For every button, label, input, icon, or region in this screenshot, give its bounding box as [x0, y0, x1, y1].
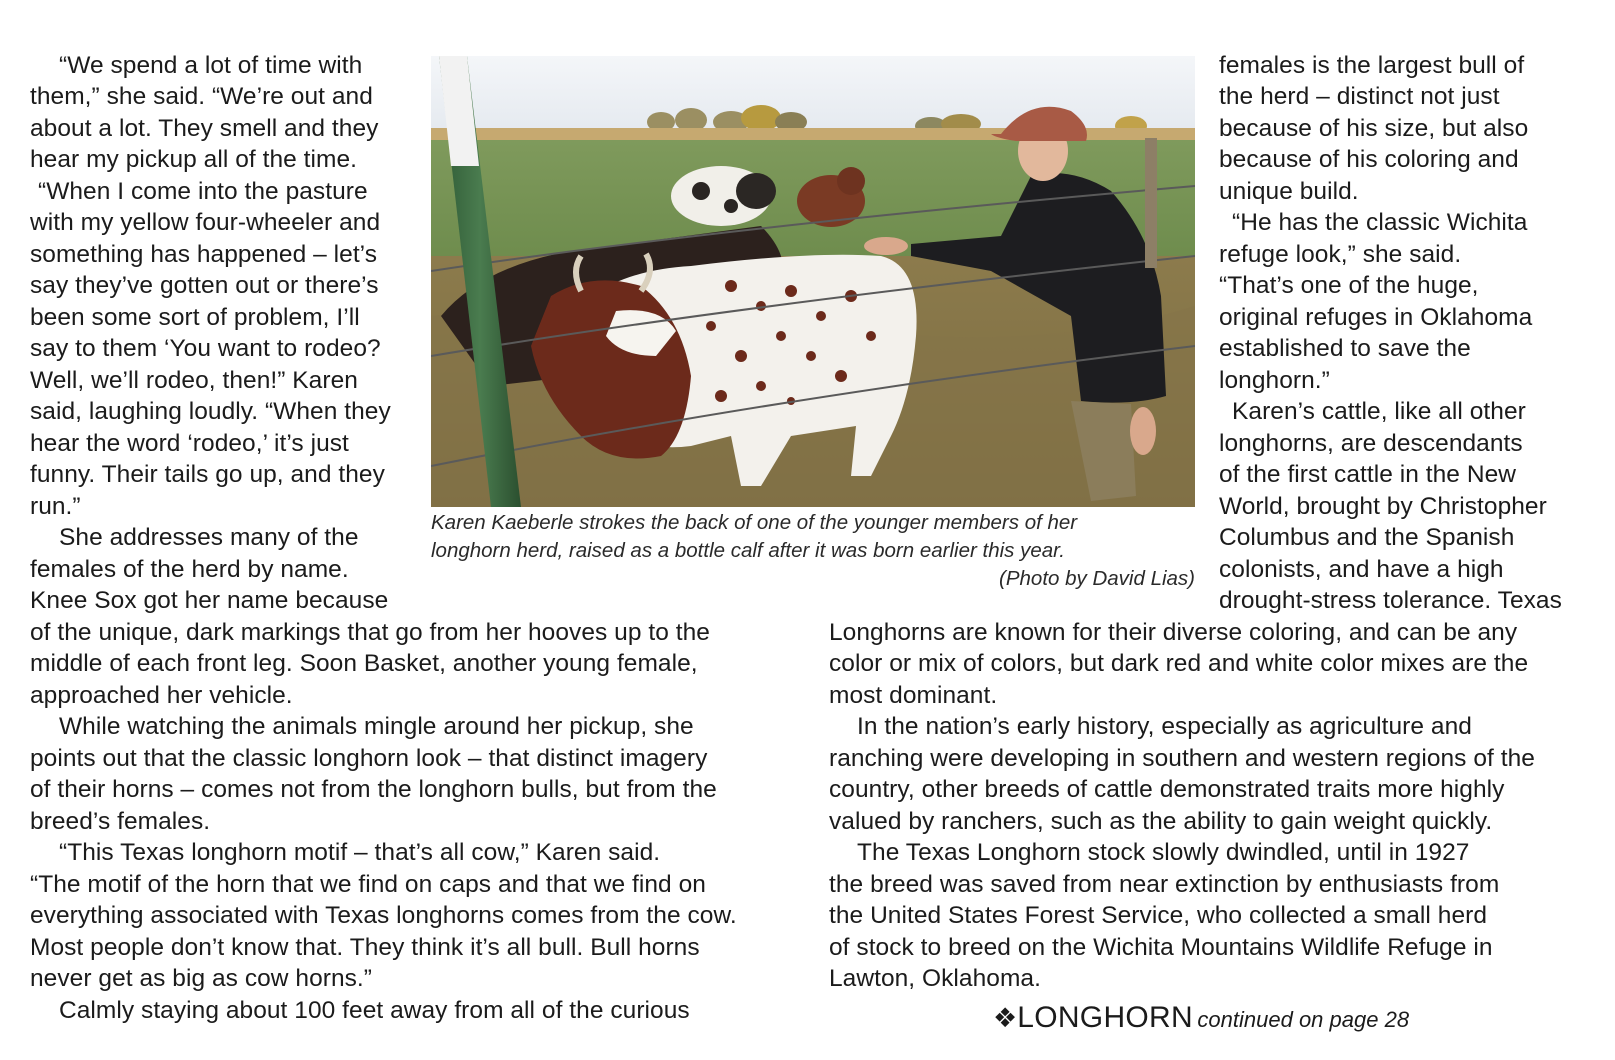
- text-line: longhorns, are descendants: [1219, 430, 1523, 457]
- text-line: females is the largest bull of: [1219, 52, 1525, 79]
- text-line: most dominant.: [829, 682, 998, 709]
- text-line: funny. Their tails go up, and they: [30, 461, 385, 488]
- text-line: hear the word ‘rodeo,’ it’s just: [30, 430, 349, 457]
- text-line: While watching the animals mingle around her pickup, she: [59, 713, 694, 740]
- photo-caption-line: longhorn herd, raised as a bottle calf after it was born earlier this year.: [431, 539, 1065, 562]
- text-line: approached her vehicle.: [30, 682, 293, 709]
- text-line: “The motif of the horn that we find on caps and that we find on: [30, 871, 706, 898]
- text-line: unique build.: [1219, 178, 1359, 205]
- text-line: original refuges in Oklahoma: [1219, 304, 1533, 331]
- text-line: females of the herd by name.: [30, 556, 349, 583]
- continued-on-page-link[interactable]: [993, 1001, 1409, 1035]
- text-line: “We spend a lot of time with: [59, 52, 363, 79]
- text-line: of the first cattle in the New: [1219, 461, 1516, 488]
- text-line: them,” she said. “We’re out and: [30, 83, 373, 110]
- text-line: valued by ranchers, such as the ability to gain weight quickly.: [829, 808, 1493, 835]
- text-line: the United States Forest Service, who collected a small herd: [829, 902, 1488, 929]
- text-line: with my yellow four-wheeler and: [30, 209, 381, 236]
- text-line: The Texas Longhorn stock slowly dwindled, until in 1927: [857, 839, 1470, 866]
- text-line: country, other breeds of cattle demonstrated traits more highly: [829, 776, 1505, 803]
- continuation-keyword: LONGHORN: [1017, 1001, 1193, 1034]
- text-line: Knee Sox got her name because: [30, 587, 389, 614]
- text-line: points out that the classic longhorn look – that distinct imagery: [30, 745, 708, 772]
- text-line: Lawton, Oklahoma.: [829, 965, 1041, 992]
- text-line: of stock to breed on the Wichita Mountains Wildlife Refuge in: [829, 934, 1493, 961]
- text-line: Karen’s cattle, like all other: [1232, 398, 1526, 425]
- text-line: colonists, and have a high: [1219, 556, 1504, 583]
- text-line: ranching were developing in southern and western regions of the: [829, 745, 1535, 772]
- text-line: never get as big as cow horns.”: [30, 965, 373, 992]
- text-line: something has happened – let’s: [30, 241, 378, 268]
- text-line: longhorn.”: [1219, 367, 1330, 394]
- text-line: “That’s one of the huge,: [1219, 272, 1479, 299]
- text-line: Well, we’ll rodeo, then!” Karen: [30, 367, 358, 394]
- text-line: run.”: [30, 493, 81, 520]
- text-line: “When I come into the pasture: [38, 178, 368, 205]
- text-line: because of his size, but also: [1219, 115, 1529, 142]
- text-line: of the unique, dark markings that go from her hooves up to the: [30, 619, 710, 646]
- text-line: because of his coloring and: [1219, 146, 1519, 173]
- text-line: Longhorns are known for their diverse coloring, and can be any: [829, 619, 1518, 646]
- text-line: middle of each front leg. Soon Basket, another young female,: [30, 650, 698, 677]
- text-line: the breed was saved from near extinction by enthusiasts from: [829, 871, 1500, 898]
- text-line: the herd – distinct not just: [1219, 83, 1500, 110]
- cattle-photo: [431, 56, 1195, 507]
- text-line: say to them ‘You want to rodeo?: [30, 335, 381, 362]
- text-line: In the nation’s early history, especially as agriculture and: [857, 713, 1472, 740]
- text-line: refuge look,” she said.: [1219, 241, 1462, 268]
- text-line: been some sort of problem, I’ll: [30, 304, 360, 331]
- text-line: World, brought by Christopher: [1219, 493, 1547, 520]
- continuation-text: continued on page 28: [1197, 1007, 1410, 1032]
- text-line: She addresses many of the: [59, 524, 359, 551]
- text-line: Calmly staying about 100 feet away from all of the curious: [59, 997, 690, 1024]
- diamond-ornament-icon: ❖: [993, 1003, 1018, 1033]
- text-line: “This Texas longhorn motif – that’s all cow,” Karen said.: [59, 839, 661, 866]
- photo-credit: (Photo by David Lias): [999, 567, 1195, 590]
- photo-caption-line: Karen Kaeberle strokes the back of one of the younger members of her: [431, 511, 1078, 534]
- text-line: color or mix of colors, but dark red and white color mixes are the: [829, 650, 1529, 677]
- text-line: say they’ve gotten out or there’s: [30, 272, 379, 299]
- text-line: hear my pickup all of the time.: [30, 146, 358, 173]
- text-line: drought-stress tolerance. Texas: [1219, 587, 1562, 614]
- text-line: everything associated with Texas longhorns comes from the cow.: [30, 902, 737, 929]
- text-line: Most people don’t know that. They think it’s all bull. Bull horns: [30, 934, 700, 961]
- text-line: established to save the: [1219, 335, 1471, 362]
- text-line: said, laughing loudly. “When they: [30, 398, 391, 425]
- text-line: Columbus and the Spanish: [1219, 524, 1515, 551]
- text-line: breed’s females.: [30, 808, 211, 835]
- text-line: about a lot. They smell and they: [30, 115, 379, 142]
- text-line: of their horns – comes not from the longhorn bulls, but from the: [30, 776, 717, 803]
- text-line: “He has the classic Wichita: [1232, 209, 1528, 236]
